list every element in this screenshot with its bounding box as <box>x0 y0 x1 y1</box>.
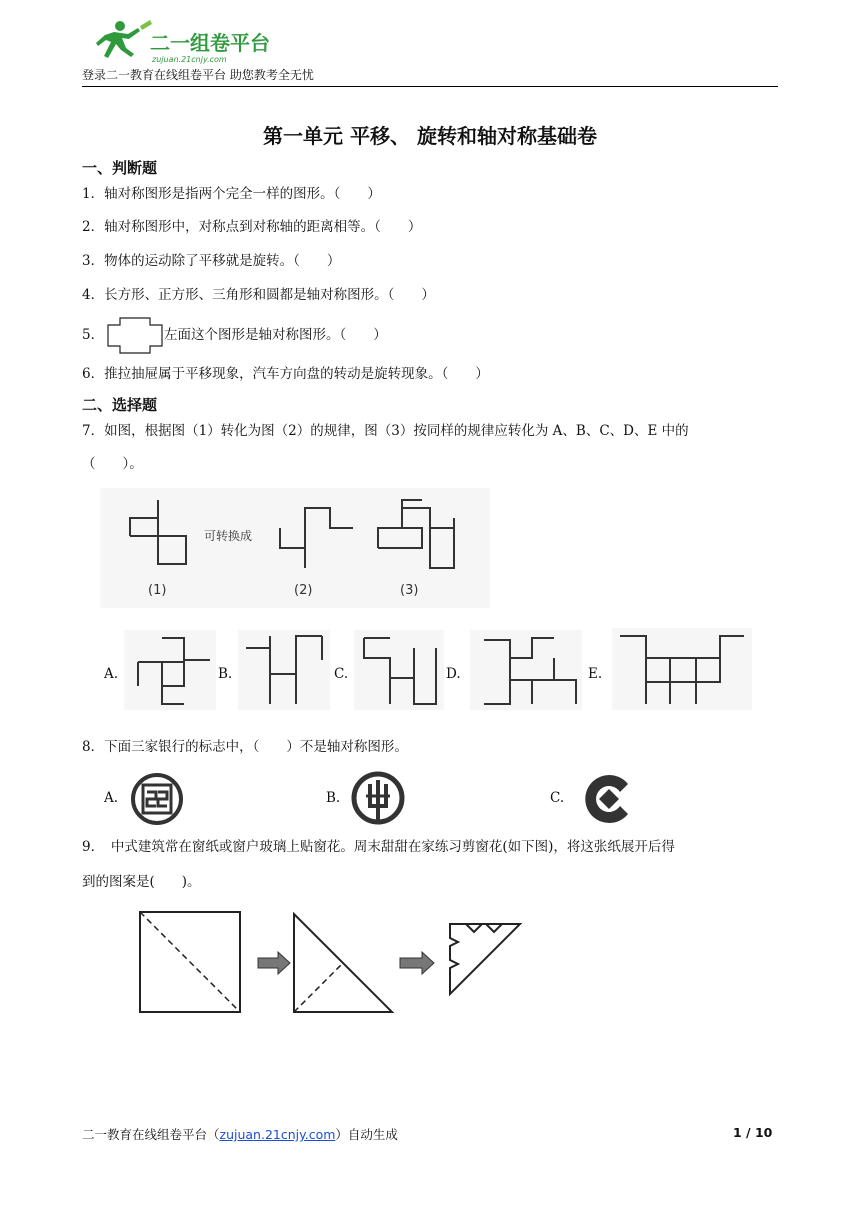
q7-option-c-figure <box>354 630 444 710</box>
question-9-line1: 9． 中式建筑常在窗纸或窗户玻璃上贴窗花。周末甜甜在家练习剪窗花(如下图)，将这张纸展开后得 <box>82 839 675 855</box>
page-number: 1 / 10 <box>733 1125 773 1140</box>
header-subtitle: 登录二一教育在线组卷平台 助您教考全无忧 <box>82 68 314 82</box>
header-divider <box>82 86 778 87</box>
bank-logo-a <box>130 772 184 826</box>
question-4: 4．长方形、正方形、三角形和圆都是轴对称图形。（ ） <box>82 287 435 303</box>
q7-option-a-figure <box>124 630 216 710</box>
runner-icon <box>96 20 152 58</box>
question-8: 8．下面三家银行的标志中，（ ）不是轴对称图形。 <box>82 739 408 755</box>
question-6: 6．推拉抽屉属于平移现象，汽车方向盘的转动是旋转现象。（ ） <box>82 366 489 382</box>
arrow-right-icon <box>400 952 434 974</box>
cross-shape-figure <box>106 316 164 356</box>
q7-option-e-figure <box>612 628 752 710</box>
q7-figure-label-2: (2) <box>294 583 313 598</box>
q8-option-c-label: C. <box>550 790 565 806</box>
question-1: 1．轴对称图形是指两个完全一样的图形。（ ） <box>82 186 381 202</box>
q7-option-e-label: E. <box>588 666 603 682</box>
q7-figure-caption: 可转换成 <box>204 529 253 543</box>
q7-option-b-label: B. <box>218 666 233 682</box>
logo-text: 二一组卷平台 <box>150 31 270 55</box>
q8-option-a-label: A. <box>104 790 119 806</box>
logo-subtext: zujuan.21cnjy.com <box>152 55 227 64</box>
question-7-line1: 7．如图，根据图（1）转化为图（2）的规律，图（3）按同样的规律应转化为 A、B、C、D、E 中的 <box>82 423 689 439</box>
q8-option-b-label: B. <box>326 790 341 806</box>
question-9-line2: 到的图案是( )。 <box>82 874 201 890</box>
page-title: 第一单元 平移、 旋转和轴对称基础卷 <box>263 124 597 148</box>
q7-figure-label-1: (1) <box>148 583 167 598</box>
q7-option-d-figure <box>470 630 582 710</box>
q7-transform-figure <box>100 488 490 608</box>
question-5-number: 5． <box>82 327 105 343</box>
question-2: 2．轴对称图形中，对称点到对称轴的距离相等。（ ） <box>82 219 422 235</box>
q7-figure-label-3: (3) <box>400 583 419 598</box>
q7-option-c-label: C. <box>334 666 349 682</box>
bank-logo-b <box>350 770 406 826</box>
q7-option-b-figure <box>238 630 330 710</box>
q7-option-a-label: A. <box>104 666 119 682</box>
footer-text-before: 二一教育在线组卷平台（ <box>82 1127 220 1142</box>
question-5-text: 左面这个图形是轴对称图形。（ ） <box>164 327 387 343</box>
question-3: 3．物体的运动除了平移就是旋转。（ ） <box>82 253 341 269</box>
question-7-line2: （ ）。 <box>82 456 143 472</box>
footer <box>82 1125 398 1143</box>
section-heading-judgement: 一、判断题 <box>82 159 158 177</box>
footer-text-after: ）自动生成 <box>335 1127 398 1142</box>
footer-link[interactable]: zujuan.21cnjy.com <box>219 1127 336 1142</box>
arrow-right-icon <box>258 952 290 974</box>
q7-option-d-label: D. <box>446 666 461 682</box>
site-logo <box>92 18 282 66</box>
q9-paper-folding-figure <box>130 906 550 1018</box>
bank-logo-c <box>582 772 636 826</box>
section-heading-choice: 二、选择题 <box>82 396 158 414</box>
